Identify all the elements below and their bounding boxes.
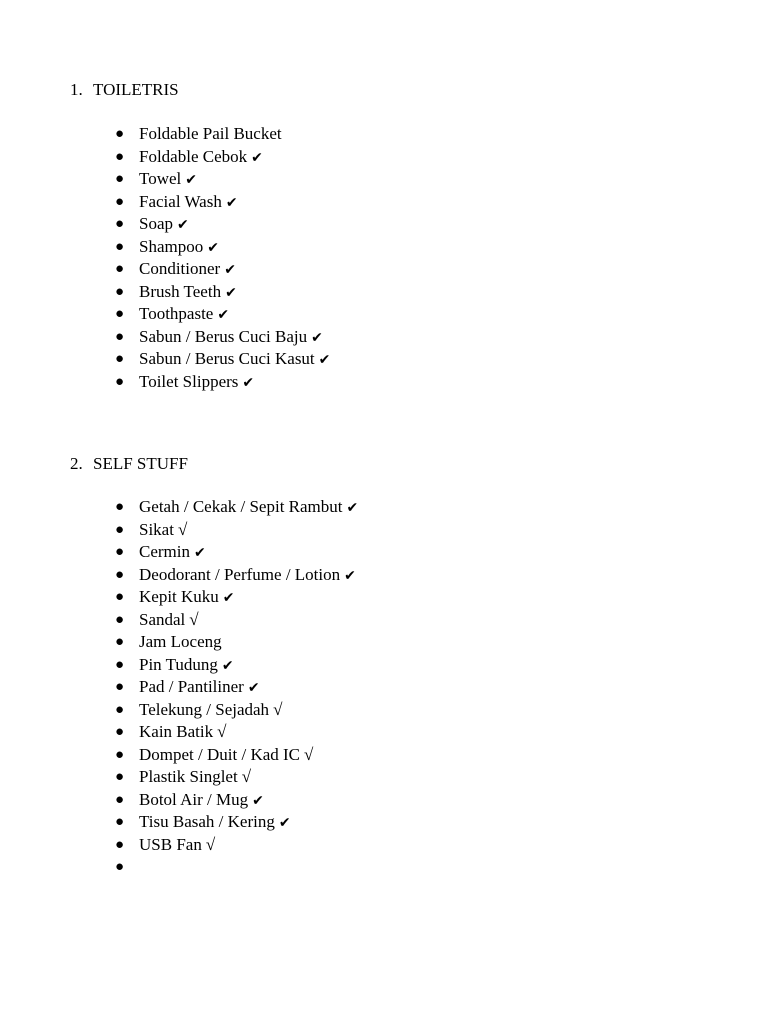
item-text: Towel (139, 169, 182, 188)
bullet-icon: ● (115, 859, 125, 875)
bullet-icon: ● (115, 701, 125, 718)
bullet-icon: ● (115, 791, 125, 808)
bullet-icon: ● (115, 544, 125, 560)
check-mark-icon: ✔ (346, 500, 359, 516)
check-mark-icon: ✔ (278, 815, 291, 831)
bullet-icon: ● (115, 126, 125, 142)
item-text: Deodorant / Perfume / Lotion (139, 564, 341, 584)
check-mark-icon: ✔ (221, 657, 234, 674)
check-mark-icon: ✔ (224, 262, 236, 278)
bullet-icon: ● (115, 769, 125, 785)
bullet-icon: ● (115, 193, 125, 210)
section-heading-self-stuff (70, 453, 188, 475)
section-number: 2. (70, 454, 83, 473)
item-text: Brush Teeth (139, 281, 222, 301)
item-text: Sandal (139, 609, 186, 629)
bullet-icon: ● (115, 306, 125, 322)
bullet-icon: ● (115, 351, 125, 367)
item-text: Pad / Pantiliner (139, 677, 244, 696)
item-text: Kepit Kuku (139, 587, 219, 606)
bullet-icon: ● (115, 373, 125, 390)
check-mark-icon: ✔ (225, 194, 238, 211)
item-text: Getah / Cekak / Sepit Rambut (139, 497, 343, 516)
bullet-icon: ● (115, 328, 125, 345)
root-check-mark-icon: √ (241, 767, 252, 786)
root-check-mark-icon: √ (189, 609, 199, 629)
bullet-icon: ● (115, 656, 125, 673)
check-mark-icon: ✔ (252, 792, 264, 809)
bullet-icon: ● (115, 746, 125, 763)
item-text: Pin Tudung (139, 654, 218, 674)
root-check-mark-icon: √ (217, 722, 227, 741)
item-text: Sikat (139, 519, 174, 539)
bullet-icon: ● (115, 611, 125, 628)
check-mark-icon: ✔ (194, 545, 206, 561)
check-mark-icon: ✔ (207, 239, 219, 256)
item-text: Facial Wash (139, 191, 222, 211)
check-mark-icon: ✔ (318, 352, 331, 368)
item-text: Sabun / Berus Cuci Kasut (139, 349, 315, 368)
bullet-icon: ● (115, 148, 125, 165)
bullet-icon: ● (115, 566, 125, 583)
item-text: Plastik Singlet (139, 767, 238, 786)
check-mark-icon: ✔ (242, 374, 255, 391)
bullet-icon: ● (115, 216, 125, 232)
check-mark-icon: ✔ (217, 307, 230, 323)
bullet-icon: ● (115, 836, 125, 853)
item-text: Soap (139, 214, 173, 233)
section-title: SELF STUFF (93, 454, 188, 473)
bullet-icon: ● (115, 283, 125, 300)
check-mark-icon: ✔ (185, 172, 197, 188)
item-text: Foldable Pail Bucket (139, 124, 282, 143)
item-text: USB Fan (139, 834, 202, 854)
bullet-icon: ● (115, 499, 125, 515)
check-mark-icon: ✔ (247, 680, 260, 696)
item-text: Sabun / Berus Cuci Baju (139, 326, 308, 346)
bullet-icon: ● (115, 679, 125, 695)
section-heading-toiletris (70, 79, 179, 101)
item-text: Telekung / Sejadah (139, 699, 270, 719)
root-check-mark-icon: √ (304, 744, 314, 764)
item-text: Cermin (139, 542, 190, 561)
item-text: Toilet Slippers (139, 371, 239, 391)
item-text: Conditioner (139, 259, 221, 278)
item-text: Tisu Basah / Kering (139, 812, 275, 831)
check-mark-icon: ✔ (225, 284, 237, 301)
root-check-mark-icon: √ (205, 834, 216, 854)
section-title: TOILETRIS (93, 80, 179, 99)
item-text: Toothpaste (139, 304, 214, 323)
check-mark-icon: ✔ (222, 590, 235, 606)
check-mark-icon: ✔ (311, 329, 323, 346)
item-text: Botol Air / Mug (139, 789, 249, 809)
root-check-mark-icon: √ (177, 519, 188, 539)
item-text: Foldable Cebok (139, 146, 248, 166)
item-text: Shampoo (139, 236, 204, 256)
root-check-mark-icon: √ (273, 699, 283, 719)
bullet-icon: ● (115, 171, 125, 187)
section-number: 1. (70, 80, 83, 99)
item-text: Dompet / Duit / Kad IC (139, 744, 301, 764)
bullet-icon: ● (115, 814, 125, 830)
bullet-icon: ● (115, 589, 125, 605)
bullet-icon: ● (115, 634, 125, 650)
check-mark-icon: ✔ (251, 149, 263, 166)
bullet-icon: ● (115, 724, 125, 740)
bullet-icon: ● (115, 238, 125, 255)
item-text: Jam Loceng (139, 632, 222, 651)
item-text: Kain Batik (139, 722, 214, 741)
bullet-icon: ● (115, 521, 125, 538)
bullet-icon: ● (115, 261, 125, 277)
check-mark-icon: ✔ (177, 217, 189, 233)
check-mark-icon: ✔ (344, 567, 356, 584)
